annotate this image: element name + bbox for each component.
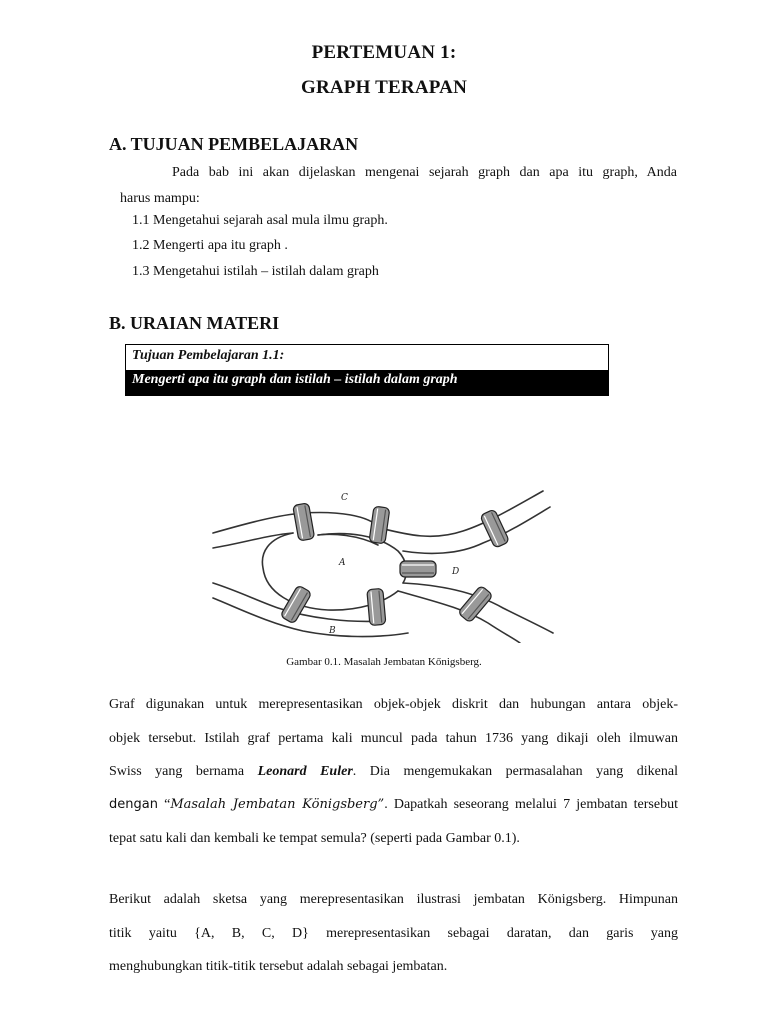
konigsberg-bridges-figure [208,483,558,648]
bridge-5 [280,585,312,624]
konigsberg-problem-title: Masalah Jembatan Königsberg” [170,797,385,812]
paragraph2-line3: menghubungkan titik-titik tersebut adalah sebagai jembatan. [109,959,448,974]
land-label-b: B [329,626,336,636]
land-label-d: D [452,567,460,577]
bridge-7 [458,585,493,623]
paragraph1-line5: tepat satu kali dan kembali ke tempat semula? (seperti pada Gambar 0.1). [109,831,520,846]
paragraph1-line3-pre: Swiss yang bernama [109,764,245,779]
learning-objective-box [125,344,609,396]
paragraph2-line2: titik yaitu {A, B, C, D} merepresentasikan sebagai daratan, dan garis yang [109,926,678,941]
paragraph2-line1: Berikut adalah sketsa yang merepresentasikan ilustrasi jembatan Königsberg. Himpunan [109,892,678,907]
bridges [280,503,509,626]
paragraph1-line1: Graf digunakan untuk merepresentasikan objek-objek diskrit dan hubungan antara objek- [109,697,678,712]
paragraph1-line4-pre: dengan [109,797,158,812]
bridge-4 [400,561,436,577]
objective-box-subtitle: Mengerti apa itu graph dan istilah – istilah dalam graph [126,370,608,395]
paragraph1-line4 [109,797,678,813]
section-a-intro-line2: harus mampu: [120,191,200,206]
konigsberg-bridges-illustration [208,483,558,643]
bridge-6 [367,588,386,625]
objective-item-3: 1.3 Mengetahui istilah – istilah dalam graph [132,264,379,279]
page-title-line1: PERTEMUAN 1: [311,42,457,63]
bridge-1 [293,503,315,541]
figure-caption: Gambar 0.1. Masalah Jembatan Kőnigsberg. [286,656,482,668]
section-a-heading: A. TUJUAN PEMBELAJARAN [109,134,359,154]
euler-name: Leonard Euler [257,764,353,779]
objective-item-2: 1.2 Mengerti apa itu graph . [132,238,288,253]
land-label-a: A [339,558,346,568]
paragraph1-line3 [109,764,678,780]
section-a-intro-line1: Pada bab ini akan dijelaskan mengenai sejarah graph dan apa itu graph, Anda [172,165,677,180]
objective-box-title: Tujuan Pembelajaran 1.1: [132,348,285,363]
paragraph1-line2: objek tersebut. Istilah graf pertama kali muncul pada tahun 1736 yang dikaji oleh ilmuwan [109,731,678,746]
objective-item-1: 1.1 Mengetahui sejarah asal mula ilmu graph. [132,213,388,228]
quote-open: “ [157,797,171,812]
paragraph1-line3-post: . Dia mengemukakan permasalahan yang dikenal [352,764,679,779]
land-label-c: C [341,493,348,503]
paragraph1-line4-post: . Dapatkah seseorang melalui 7 jembatan tersebut [384,797,678,812]
bridge-2 [369,506,390,544]
section-b-heading: B. URAIAN MATERI [109,313,280,333]
page-title-line2: GRAPH TERAPAN [300,77,468,98]
